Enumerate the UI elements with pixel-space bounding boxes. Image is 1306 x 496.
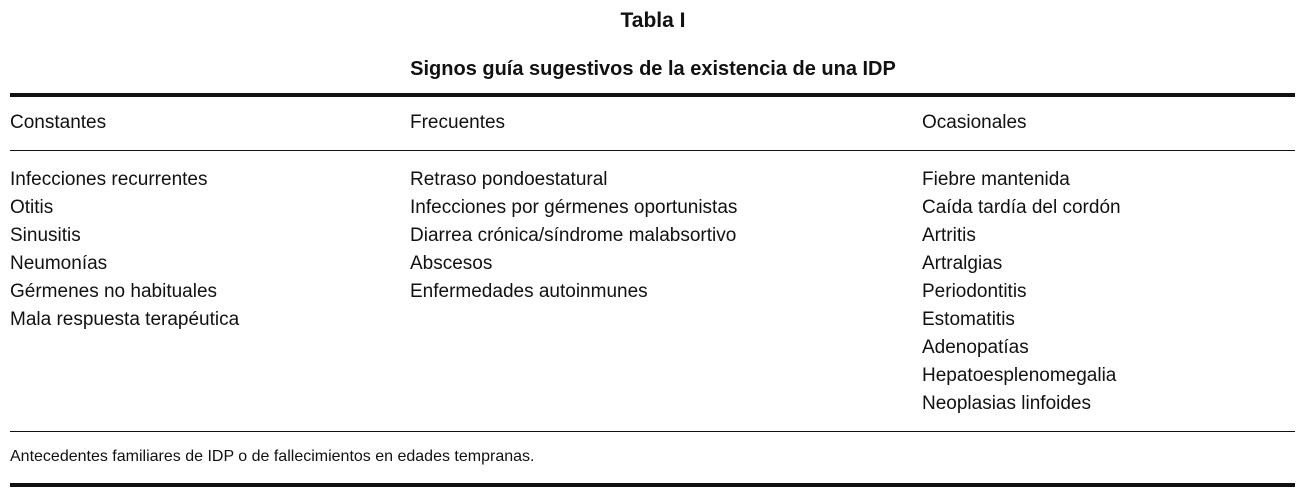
bottom-rule — [10, 483, 1295, 487]
list-item: Diarrea crónica/síndrome malabsortivo — [410, 225, 737, 246]
list-item: Abscesos — [410, 253, 493, 274]
column-list-constantes — [10, 166, 239, 334]
list-item: Gérmenes no habituales — [10, 281, 218, 302]
list-item: Artritis — [922, 225, 976, 246]
list-item: Neumonías — [10, 253, 108, 274]
column-header-constantes: Constantes — [10, 112, 107, 133]
list-item: Adenopatías — [922, 337, 1029, 358]
column-list-ocasionales — [922, 166, 1121, 418]
top-rule — [10, 93, 1295, 97]
header-rule — [10, 150, 1295, 151]
table-title: Tabla I — [620, 9, 686, 32]
list-item: Neoplasias linfoides — [922, 393, 1091, 414]
list-item: Enfermedades autoinmunes — [410, 281, 648, 302]
list-item: Otitis — [10, 197, 54, 218]
list-item: Infecciones por gérmenes oportunistas — [410, 197, 738, 218]
column-list-frecuentes — [410, 166, 737, 306]
column-header-ocasionales: Ocasionales — [922, 112, 1027, 133]
list-item: Retraso pondoestatural — [410, 169, 608, 190]
list-item: Infecciones recurrentes — [10, 169, 208, 190]
list-item: Hepatoesplenomegalia — [922, 365, 1117, 386]
table-subtitle: Signos guía sugestivos de la existencia de una IDP — [410, 58, 896, 80]
list-item: Estomatitis — [922, 309, 1015, 330]
column-header-frecuentes: Frecuentes — [410, 112, 506, 133]
list-item: Periodontitis — [922, 281, 1027, 302]
list-item: Artralgias — [922, 253, 1003, 274]
list-item: Caída tardía del cordón — [922, 197, 1121, 218]
table-footnote: Antecedentes familiares de IDP o de fallecimientos en edades tempranas. — [10, 448, 535, 465]
footer-rule — [10, 431, 1295, 432]
list-item: Fiebre mantenida — [922, 169, 1070, 190]
list-item: Sinusitis — [10, 225, 81, 246]
list-item: Mala respuesta terapéutica — [10, 309, 240, 330]
